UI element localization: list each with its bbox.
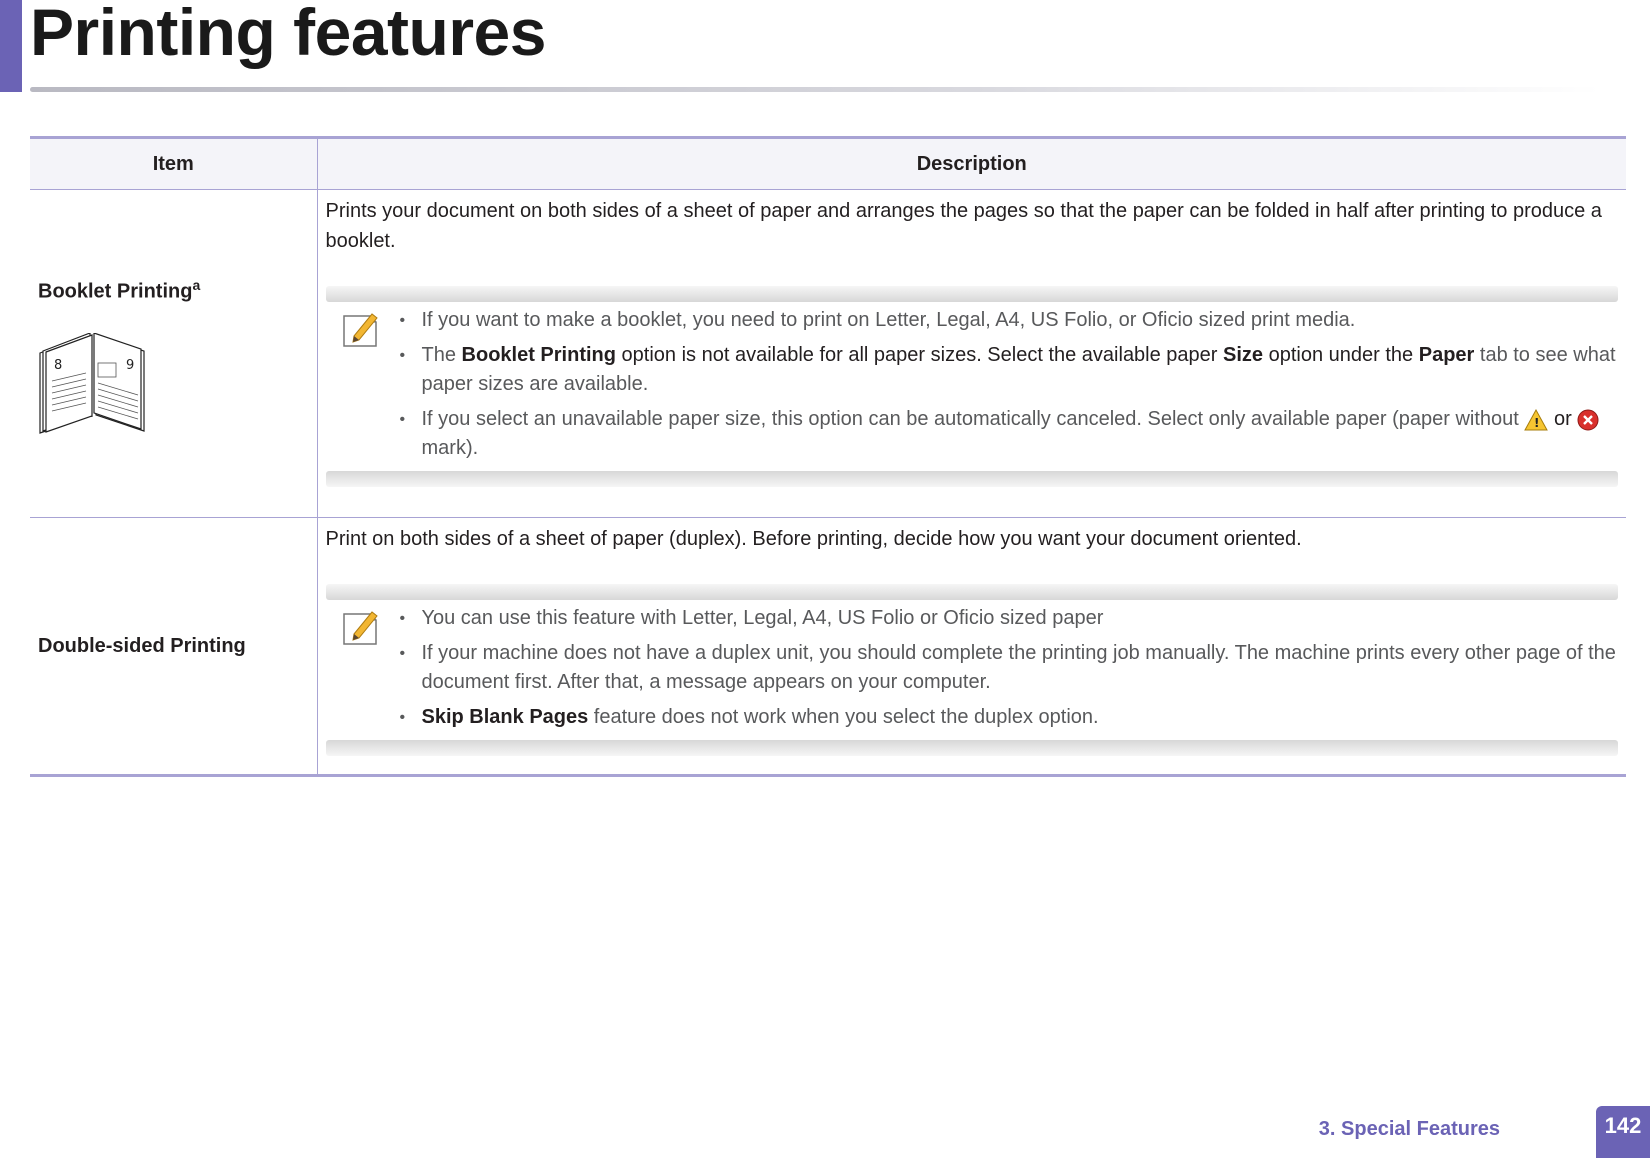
- item-cell: [30, 190, 317, 518]
- svg-text:8: 8: [54, 357, 63, 373]
- warning-icon: [1524, 409, 1548, 431]
- note-top-rule: [326, 584, 1619, 600]
- error-x-icon: [1577, 409, 1599, 431]
- title-underline: [30, 87, 1600, 92]
- footnote-marker: a: [192, 277, 201, 294]
- note-pencil-icon: [340, 310, 380, 350]
- footer-section-title: 3. Special Features: [1318, 1118, 1500, 1140]
- svg-text:!: !: [1534, 415, 1540, 430]
- description-text: Prints your document on both sides of a sheet of paper and arranges the pages so that the paper can be folded in half after printing to produce a booklet.: [325, 200, 1602, 252]
- title-accent-bar: [0, 0, 22, 92]
- note-pencil-icon: [340, 608, 380, 648]
- description-cell: [317, 190, 1626, 518]
- note-box: [326, 286, 1619, 487]
- note-box: [326, 584, 1619, 756]
- list-item: • If you select an unavailable paper size, this option can be automatically canceled. Select only available paper (paper without ! or mark).: [422, 405, 1619, 463]
- item-label-booklet: Booklet Printing$^a$: [38, 277, 201, 303]
- features-table: [30, 136, 1626, 777]
- list-item: • If your machine does not have a duplex unit, you should complete the printing job manually. The machine prints every other page of the document first. After that, a message appears on your computer.: [422, 639, 1619, 697]
- column-header-item: Item: [30, 138, 317, 190]
- page-number: 142: [1596, 1106, 1650, 1158]
- svg-text:9: 9: [126, 357, 135, 373]
- table-header-row: [30, 138, 1626, 190]
- note-bottom-rule: [326, 740, 1619, 756]
- description-text: Print on both sides of a sheet of paper (duplex). Before printing, decide how you want your document oriented.: [325, 528, 1302, 550]
- table-row: [30, 190, 1626, 518]
- booklet-icon: [38, 333, 148, 437]
- table-row: [30, 518, 1626, 776]
- page-title: Printing features: [30, 0, 546, 69]
- column-header-description: Description: [317, 138, 1626, 190]
- note-top-rule: [326, 286, 1619, 302]
- list-item: • Skip Blank Pages feature does not work when you select the duplex option.: [422, 703, 1619, 732]
- note-bottom-rule: [326, 471, 1619, 487]
- item-label-double-sided: Double-sided Printing: [38, 635, 246, 657]
- list-item: • You can use this feature with Letter, Legal, A4, US Folio or Oficio sized paper: [422, 604, 1619, 633]
- item-cell: [30, 518, 317, 776]
- note-list: [326, 604, 1619, 732]
- list-item: • If you want to make a booklet, you need to print on Letter, Legal, A4, US Folio, or Oficio sized print media.: [422, 306, 1619, 335]
- description-cell: [317, 518, 1626, 776]
- note-list: [326, 306, 1619, 463]
- list-item: • The Booklet Printing option is not available for all paper sizes. Select the available paper Size option under the Paper tab to see what paper sizes are available.: [422, 341, 1619, 399]
